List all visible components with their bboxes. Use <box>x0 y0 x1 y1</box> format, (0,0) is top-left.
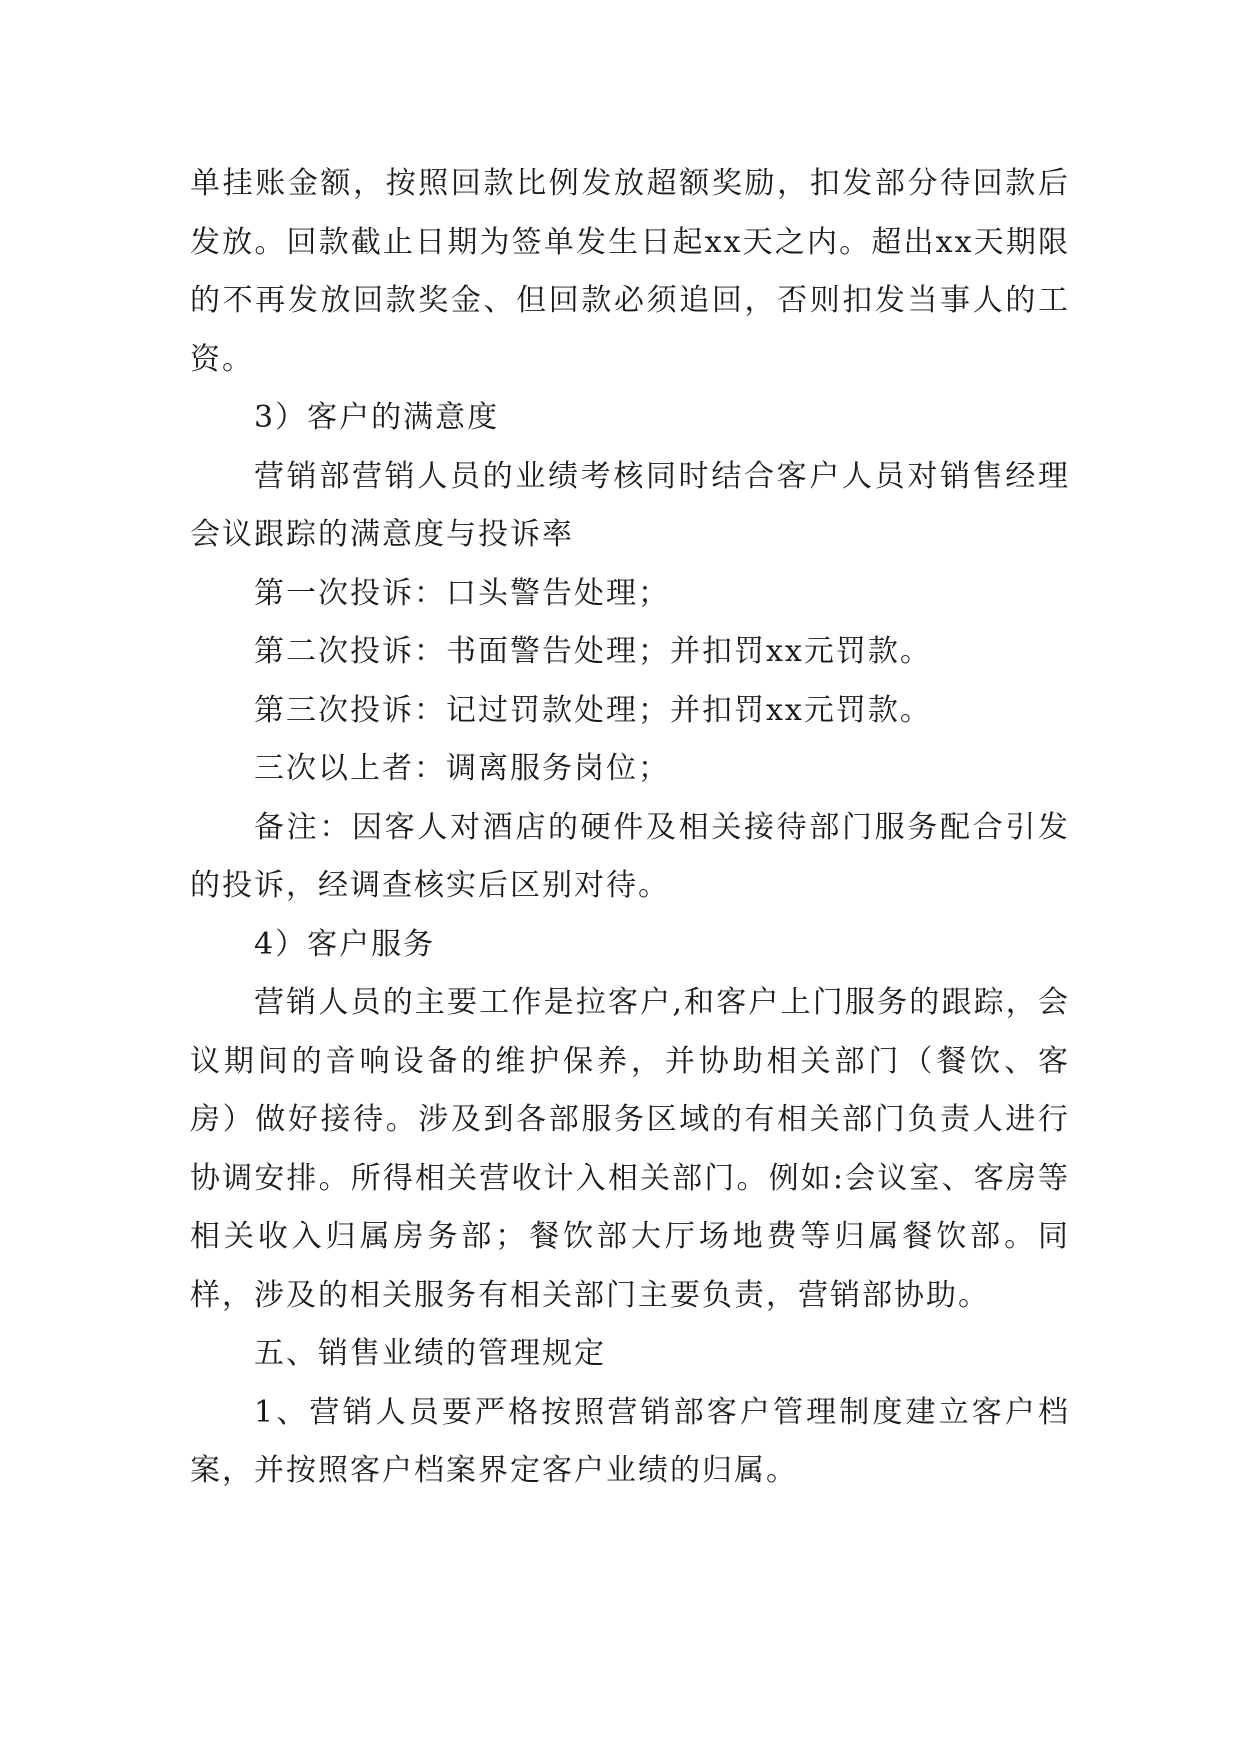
paragraph-third-complaint: 第三次投诉：记过罚款处理；并扣罚xx元罚款。 <box>254 692 932 728</box>
paragraph-satisfaction-assessment: 营销部营销人员的业绩考核同时结合客户人员对销售经理会议跟踪的满意度与投诉率 <box>190 458 1070 552</box>
paragraph-remark: 备注：因客人对酒店的硬件及相关接待部门服务配合引发的投诉，经调查核实后区别对待。 <box>190 809 1070 903</box>
heading-sales-performance-rules: 五、销售业绩的管理规定 <box>254 1336 606 1371</box>
paragraph-second-complaint: 第二次投诉：书面警告处理；并扣罚xx元罚款。 <box>254 634 932 669</box>
paragraph-first-complaint: 第一次投诉：口头警告处理； <box>254 575 670 611</box>
paragraph-customer-service: 营销人员的主要工作是拉客户,和客户上门服务的跟踪，会议期间的音响设备的维护保养，并协助相关部门（餐饮、客房）做好接待。涉及到各部服务区域的有相关部门负责人进行协调安排。所得相关营收计入相关部门。例如:会议室、客房等相关收入归属房务部；餐饮部大厅场地费等归属餐饮部。同样，涉及的相关服务有相关部门主要负责，营销部协助。 <box>190 985 1070 1313</box>
paragraph-more-complaints: 三次以上者：调离服务岗位； <box>254 751 670 786</box>
paragraph-rule-1: 1、营销人员要严格按照营销部客户管理制度建立客户档案，并按照客户档案界定客户业绩的归属。 <box>190 1394 1070 1488</box>
paragraph-continuation: 单挂账金额，按照回款比例发放超额奖励，扣发部分待回款后发放。回款截止日期为签单发生日起xx天之内。超出xx天期限的不再发放回款奖金、但回款必须追回，否则扣发当事人的工资。 <box>190 166 1070 377</box>
heading-customer-service: 4）客户服务 <box>254 926 436 962</box>
document-body <box>190 155 1070 1501</box>
heading-customer-satisfaction: 3）客户的满意度 <box>254 400 500 435</box>
